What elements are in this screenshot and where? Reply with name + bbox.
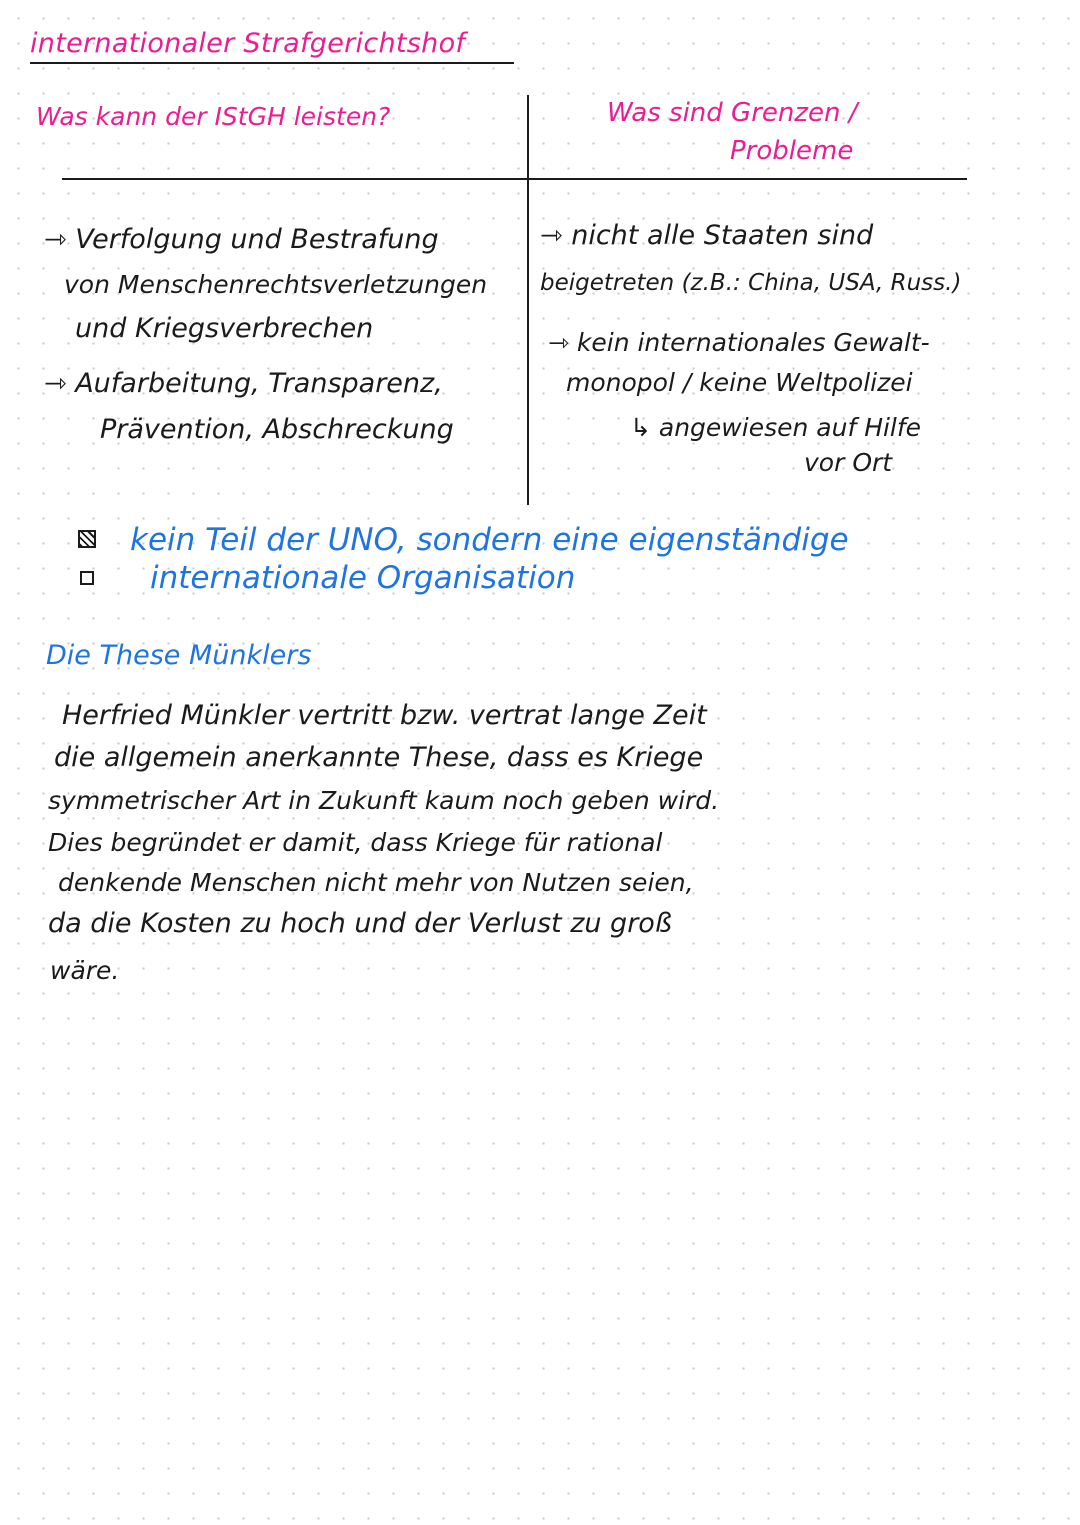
title-underline — [30, 62, 514, 64]
table-vertical-divider — [527, 95, 529, 505]
table-horizontal-divider — [62, 178, 967, 180]
left-line-1: ⇾ Verfolgung und Bestrafung — [44, 224, 439, 255]
paragraph-line-6: da die Kosten zu hoch und der Verlust zu groß — [48, 908, 672, 939]
left-line-4: ⇾ Aufarbeitung, Transparenz, — [44, 368, 443, 399]
right-line-3: ⇾ kein internationales Gewalt- — [548, 328, 930, 357]
note-checkbox-icon — [80, 571, 94, 585]
paragraph-line-2: die allgemein anerkannte These, dass es Kriege — [54, 742, 704, 773]
paragraph-line-5: denkende Menschen nicht mehr von Nutzen seien, — [58, 868, 694, 897]
paragraph-line-1: Herfried Münkler vertritt bzw. vertrat lange Zeit — [62, 700, 707, 731]
left-line-2: von Menschenrechtsverletzungen — [64, 270, 488, 299]
right-column-heading-line-1: Was sind Grenzen / — [607, 98, 858, 128]
right-line-4: monopol / keine Weltpolizei — [566, 368, 913, 397]
note-marker-icon — [78, 530, 96, 548]
note-line-2: internationale Organisation — [150, 560, 576, 596]
left-line-3: und Kriegsverbrechen — [75, 313, 374, 344]
right-line-6: vor Ort — [804, 448, 893, 477]
section-heading: Die These Münklers — [46, 640, 312, 671]
right-line-2: beigetreten (z.B.: China, USA, Russ.) — [540, 270, 962, 296]
page-title: internationaler Strafgerichtshof — [30, 28, 466, 59]
paragraph-line-4: Dies begründet er damit, dass Kriege für rational — [48, 828, 663, 857]
left-line-5: Prävention, Abschreckung — [100, 414, 454, 445]
right-line-5: ↳ angewiesen auf Hilfe — [630, 413, 922, 442]
paragraph-line-7: wäre. — [50, 956, 120, 985]
note-line-1: kein Teil der UNO, sondern eine eigenständige — [130, 522, 849, 558]
right-line-1: ⇾ nicht alle Staaten sind — [540, 220, 874, 251]
right-column-heading-line-2: Probleme — [730, 136, 854, 166]
paragraph-line-3: symmetrischer Art in Zukunft kaum noch geben wird. — [48, 786, 720, 815]
left-column-heading: Was kann der IStGH leisten? — [36, 102, 391, 131]
